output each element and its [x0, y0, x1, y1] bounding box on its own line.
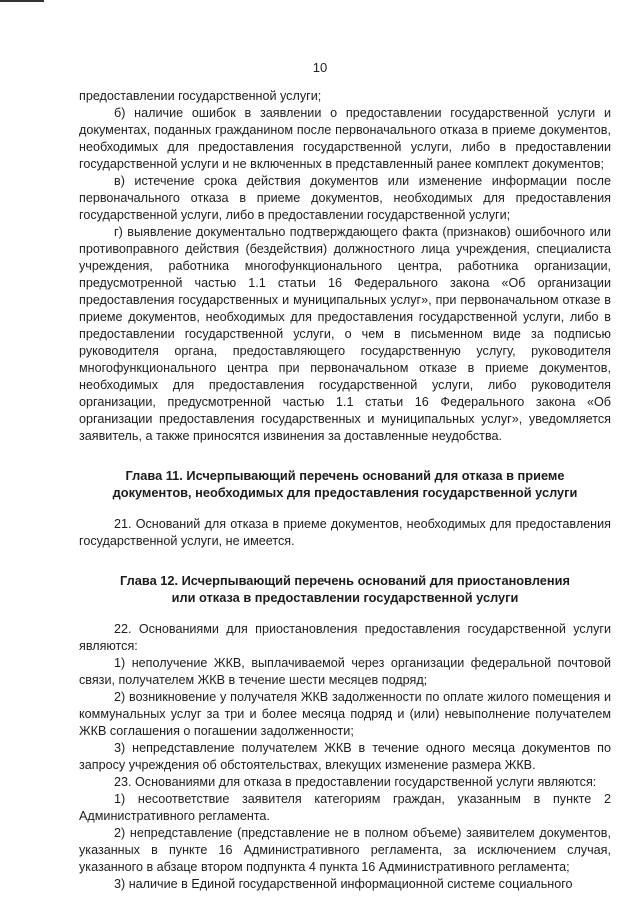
paragraph: 23. Основаниями для отказа в предоставлении государственной услуги являются: — [114, 775, 597, 789]
paragraph: г) выявление документально подтверждающего факта (признаков) ошибочного или противоправного действия (бездействия) должностного лица учреждения, специалиста учреждения, работника многофункционального центра, работника организации, предусмотренной частью 1.1 статьи 16 Федерального закона «Об организации предоставления государственных и муниципальных услуг», при первоначальном отказе в приеме документов, необходимых для предоставления государственной услуги, либо в предоставлении государственной услуги, о чем в письменном виде за подписью руководителя органа, предоставляющего государственную услугу, руководителя многофункционального центра при первоначальном отказе в приеме документов, необходимых для предоставления государственной услуги, либо руководителя организации, предусмотренной частью 1.1 статьи 16 Федерального закона «Об организации предоставления государственных и муниципальных услуг», уведомляется заявитель, а также приносятся извинения за доставленные неудобства. — [79, 225, 611, 443]
paragraph-21: 21. Оснований для отказа в приеме документов, необходимых для предоставления государственной услуги, не имеется. — [79, 517, 611, 548]
heading-line: Глава 11. Исчерпывающий перечень оснований для отказа в приеме — [125, 468, 565, 483]
paragraph: б) наличие ошибок в заявлении о предоставлении государственной услуги и документах, поданных гражданином после первоначального отказа в приеме документов, необходимых для предоставления государственной услуги, либо в предоставлении государственной услуги и не включенных в представленный ранее комплект документов; — [79, 106, 611, 171]
document-body — [79, 88, 611, 893]
paragraph: 1) неполучение ЖКВ, выплачиваемой через организации федеральной почтовой связи, получателем ЖКВ в течение шести месяцев подряд; — [79, 656, 611, 687]
paragraph: 3) непредставление получателем ЖКВ в течение одного месяца документов по запросу учреждения об обстоятельствах, влекущих изменение размера ЖКВ. — [79, 741, 611, 772]
paragraph: 22. Основаниями для приостановления предоставления государственной услуги являются: — [79, 622, 611, 653]
paragraph: предоставлении государственной услуги; — [79, 89, 322, 103]
page-number: 10 — [312, 60, 328, 75]
paragraph: 1) несоответствие заявителя категориям граждан, указанным в пункте 2 Административного регламента. — [79, 792, 611, 823]
paragraph: 2) возникновение у получателя ЖКВ задолженности по оплате жилого помещения и коммунальных услуг за три и более месяца подряд и (или) невыполнение получателем ЖКВ соглашения о погашении задолженности; — [79, 690, 611, 738]
chapter-12-heading — [79, 572, 611, 606]
heading-line: Глава 12. Исчерпывающий перечень оснований для приостановления — [120, 573, 570, 588]
heading-line: или отказа в предоставлении государственной услуги — [171, 590, 519, 605]
scan-edge-line — [0, 0, 44, 2]
paragraph: в) истечение срока действия документов или изменение информации после первоначального отказа в приеме документов, необходимых для предоставления государственной услуги, либо в предоставлении государственной услуги; — [79, 174, 611, 222]
paragraph: 2) непредставление (представление не в полном объеме) заявителем документов, указанных в пункте 16 Административного регламента, за исключением случая, указанного в абзаце втором подпункта 4 пункта 16 Административного регламента; — [79, 826, 611, 874]
paragraph: 3) наличие в Единой государственной информационной системе социального — [114, 877, 573, 891]
chapter-11-heading — [79, 467, 611, 501]
heading-line: документов, необходимых для предоставления государственной услуги — [112, 485, 578, 500]
